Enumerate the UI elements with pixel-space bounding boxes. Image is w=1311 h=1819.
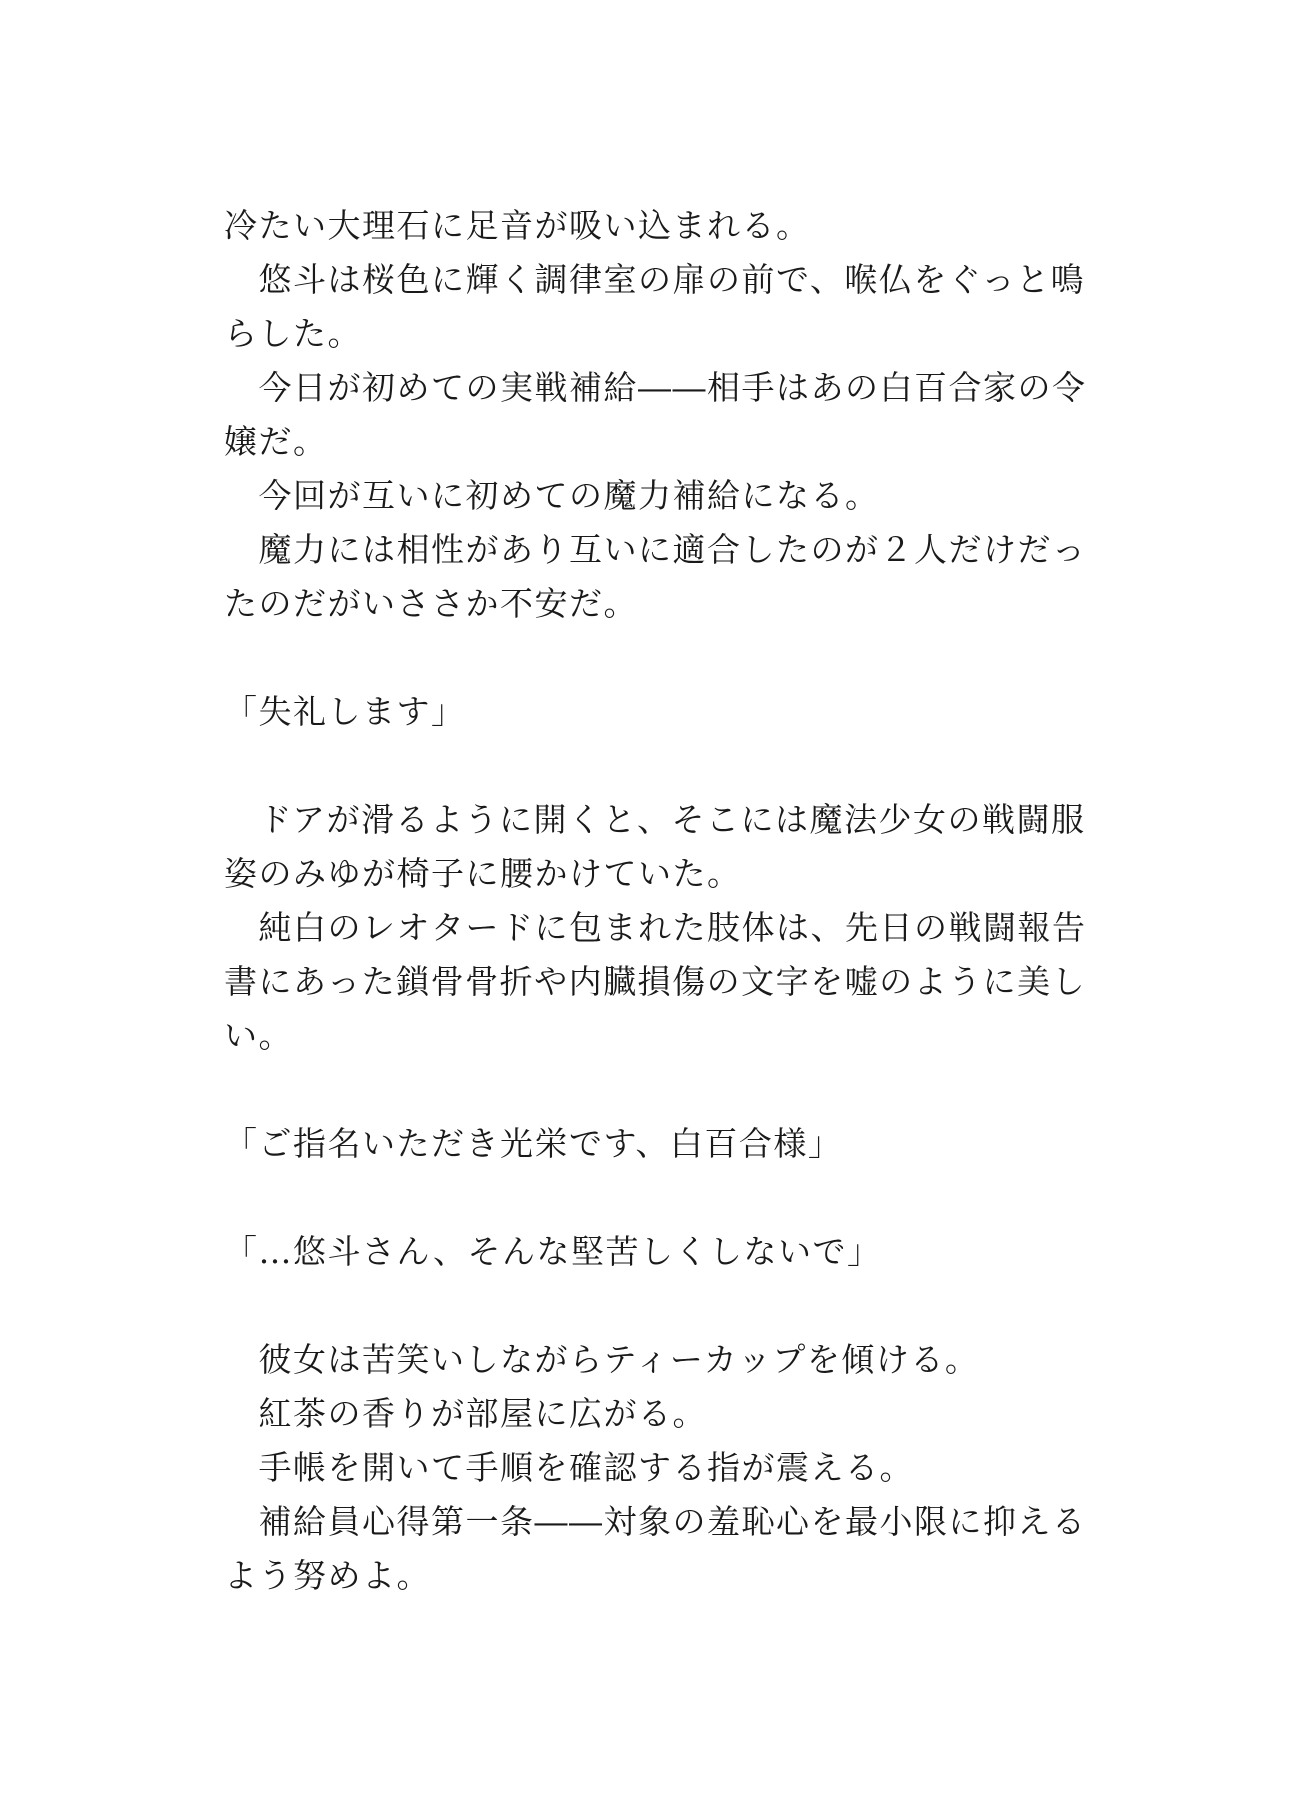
text-line: 紅茶の香りが部屋に広がる。 bbox=[224, 1394, 707, 1433]
text-line: 彼女は苦笑いしながらティーカップを傾ける。 bbox=[224, 1340, 980, 1379]
text-line: ドアが滑るように開くと、そこには魔法少女の戦闘服 bbox=[224, 800, 1086, 839]
blank-line bbox=[224, 1063, 1094, 1117]
text-line: 嬢だ。 bbox=[224, 422, 328, 461]
text-line: 今日が初めての実戦補給――相手はあの白百合家の令 bbox=[224, 368, 1087, 407]
text-line: 書にあった鎖骨骨折や内臓損傷の文字を嘘のように美し bbox=[224, 962, 1087, 1001]
text-line: 冷たい大理石に足音が吸い込まれる。 bbox=[224, 206, 811, 245]
text-line: 純白のレオタードに包まれた肢体は、先日の戦闘報告 bbox=[224, 908, 1087, 947]
text-line: たのだがいささか不安だ。 bbox=[224, 584, 638, 623]
body-text bbox=[224, 199, 1094, 1603]
dialogue-line: 「失礼します」 bbox=[224, 692, 466, 731]
text-line: らした。 bbox=[224, 314, 362, 353]
text-line: 姿のみゆが椅子に腰かけていた。 bbox=[224, 854, 742, 893]
text-line: 手帳を開いて手順を確認する指が震える。 bbox=[224, 1448, 914, 1487]
text-line: 魔力には相性があり互いに適合したのが２人だけだっ bbox=[224, 530, 1087, 569]
text-line: 補給員心得第一条――対象の羞恥心を最小限に抑える bbox=[224, 1502, 1087, 1541]
text-line: よう努めよ。 bbox=[224, 1556, 431, 1595]
text-line: 悠斗は桜色に輝く調律室の扉の前で、喉仏をぐっと鳴 bbox=[224, 260, 1086, 299]
dialogue-line: 「…悠斗さん、そんな堅苦しくしないで」 bbox=[224, 1232, 882, 1271]
blank-line bbox=[224, 739, 1094, 793]
blank-line bbox=[224, 1279, 1094, 1333]
dialogue-line: 「ご指名いただき光栄です、白百合様」 bbox=[224, 1124, 843, 1163]
blank-line bbox=[224, 1171, 1094, 1225]
blank-line bbox=[224, 631, 1094, 685]
text-line: い。 bbox=[224, 1016, 293, 1055]
text-line: 今回が互いに初めての魔力補給になる。 bbox=[224, 476, 880, 515]
